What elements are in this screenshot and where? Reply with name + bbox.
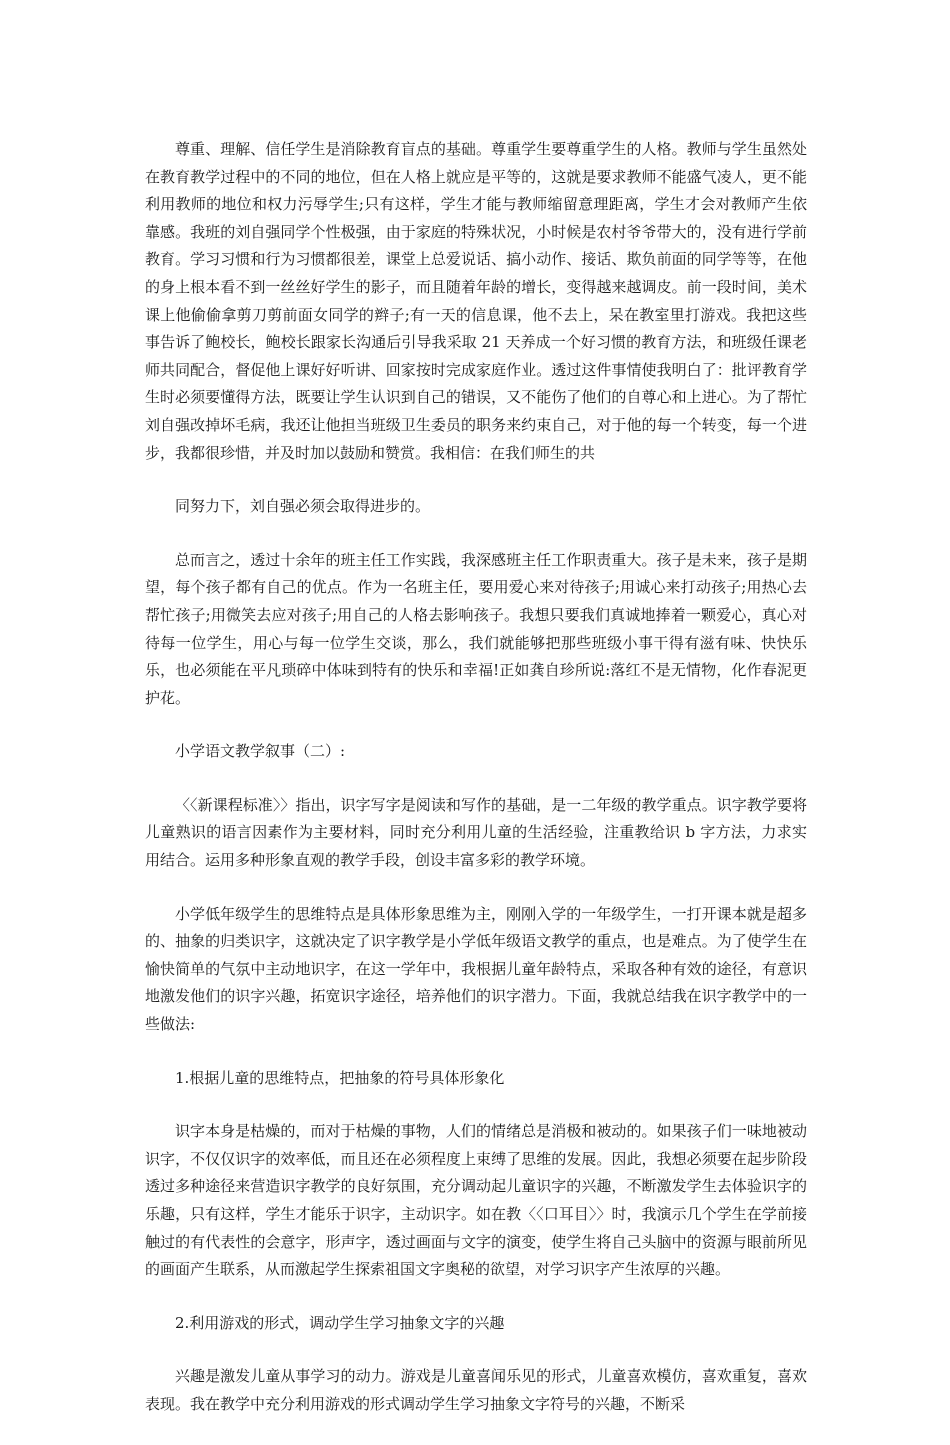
paragraph-continued: 同努力下，刘自强必须会取得进步的。	[175, 497, 431, 516]
paragraph-respect-students: 尊重、理解、信任学生是消除教育盲点的基础。尊重学生要尊重学生的人格。教师与学生虽然处在教育教学过程中的不同的地位，但在人格上就应是平等的，这就是要求教师不能盛气凌人，更不能利用教师的地位和权力污辱学生;只有这样，学生才能与教师缩留意理距离，学生才会对教师产生依靠感。我班的刘自强同学个性极强，由于家庭的特殊状况，小时候是农村爷爷带大的，没有进行学前教育。学习习惯和行为习惯都很差，课堂上总爱说话、搞小动作、接话、欺负前面的同学等等，在他的身上根本看不到一丝丝好学生的影子，而且随着年龄的增长，变得越来越调皮。前一段时间，美术课上他偷偷拿剪刀剪前面女同学的辫子;有一天的信息课，他不去上，呆在教室里打游戏。我把这些事告诉了鲍校长，鲍校长跟家长沟通后引导我采取 21 天养成一个好习惯的教育方法，和班级任课老师共同配合，督促他上课好好听讲、回家按时完成家庭作业。透过这件事情使我明白了：批评教育学生时必须要懂得方法，既要让学生认识到自己的错误，又不能伤了他们的自尊心和上进心。为了帮忙刘自强改掉坏毛病，我还让他担当班级卫生委员的职务来约束自己，对于他的每一个转变，每一个进步，我都很珍惜，并及时加以鼓励和赞赏。我相信：在我们师生的共	[145, 140, 807, 462]
subheading-2: 2.利用游戏的形式，调动学生学习抽象文字的兴趣	[175, 1313, 505, 1332]
paragraph-literacy-interest: 识字本身是枯燥的，而对于枯燥的事物，人们的情绪总是消极和被动的。如果孩子们一味地被动识字，不仅仅识字的效率低，而且还在必须程度上束缚了思维的发展。因此，我想必须要在起步阶段透过多种途径来营造识字教学的良好氛围，充分调动起儿童识字的兴趣，不断激发学生去体验识字的乐趣，只有这样，学生才能乐于识字，主动识字。如在教〈〈口耳目〉〉时，我演示几个学生在学前接触过的有代表性的会意字，形声字，透过画面与文字的演变，使学生将自己头脑中的资源与眼前所见的画面产生联系，从而激起学生探索祖国文字奥秘的欲望，对学习识字产生浓厚的兴趣。	[145, 1122, 807, 1279]
paragraph-games: 兴趣是激发儿童从事学习的动力。游戏是儿童喜闻乐见的形式，儿童喜欢模仿，喜欢重复，喜欢表现。我在教学中充分利用游戏的形式调动学生学习抽象文字符号的兴趣，不断采	[145, 1367, 807, 1413]
paragraph-curriculum-standard: 〈〈新课程标准〉〉指出，识字写字是阅读和写作的基础，是一二年级的教学重点。识字教学要将儿童熟识的语言因素作为主要材料，同时充分利用儿童的生活经验，注重教给识 b 字方法，力求实用结合。运用多种形象直观的教学手段，创设丰富多彩的教学环境。	[145, 795, 807, 870]
subheading-1: 1.根据儿童的思维特点，把抽象的符号具体形象化	[175, 1068, 505, 1087]
section-heading: 小学语文教学叙事（二）:	[175, 742, 346, 761]
document-body	[145, 136, 807, 1445]
paragraph-student-thinking: 小学低年级学生的思维特点是具体形象思维为主，刚刚入学的一年级学生，一打开课本就是超多的、抽象的归类识字，这就决定了识字教学是小学低年级语文教学的重点，也是难点。为了使学生在愉快简单的气氛中主动地识字，在这一学年中，我根据儿童年龄特点，采取各种有效的途径，有意识地激发他们的识字兴趣，拓宽识字途径，培养他们的识字潜力。下面，我就总结我在识字教学中的一些做法:	[145, 904, 807, 1034]
paragraph-conclusion: 总而言之，透过十余年的班主任工作实践，我深感班主任工作职责重大。孩子是未来，孩子是期望，每个孩子都有自己的优点。作为一名班主任，要用爱心来对待孩子;用诚心来打动孩子;用热心去帮忙孩子;用微笑去应对孩子;用自己的人格去影响孩子。我想只要我们真诚地捧着一颗爱心，真心对待每一位学生，用心与每一位学生交谈，那么，我们就能够把那些班级小事干得有滋有味、快快乐乐，也必须能在平凡琐碎中体味到特有的快乐和幸福!正如龚自珍所说:落红不是无情物，化作春泥更护花。	[145, 550, 807, 707]
